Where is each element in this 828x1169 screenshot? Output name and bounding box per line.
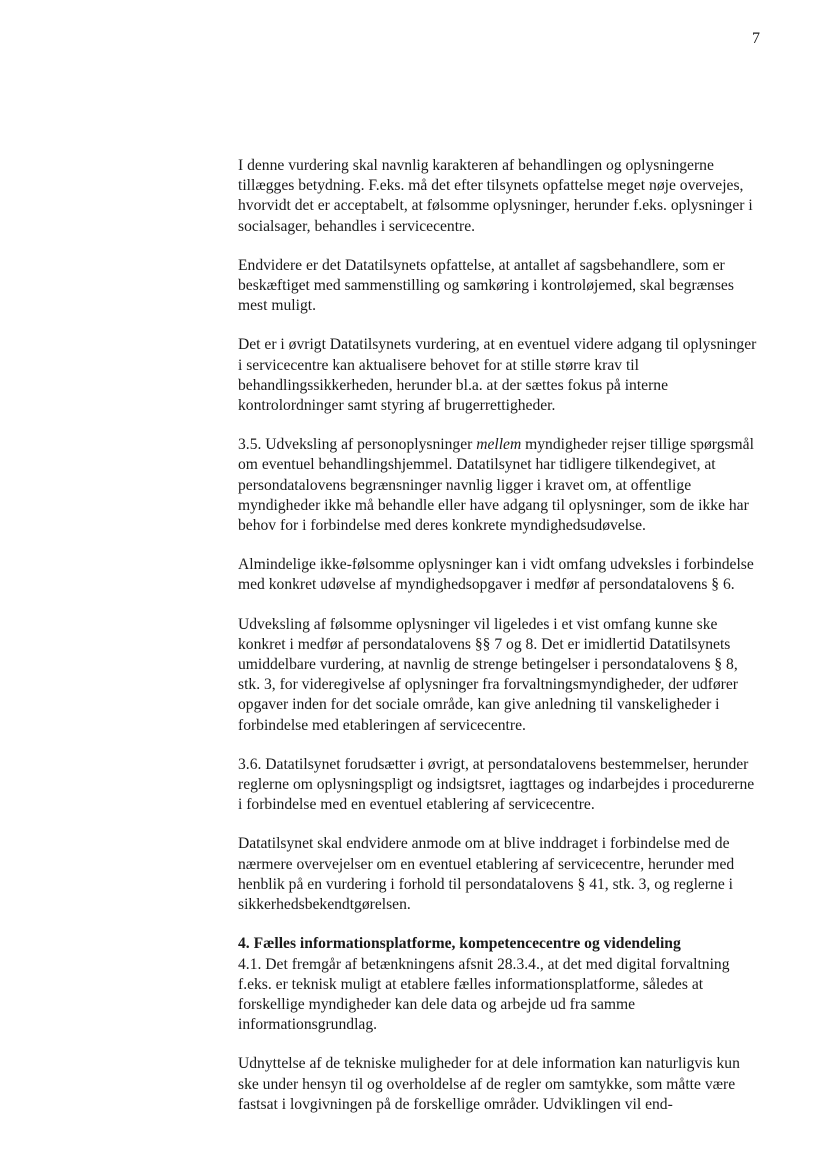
paragraph-sensitive: Udveksling af følsomme oplysninger vil ligeledes i et vist omfang kunne ske konkret i medfør af persondatalovens §§ 7 og 8. Det er imidlertid Datatilsynets umiddelbare vurdering, at navnlig de strenge betingelser i persondatalovens § 8, stk. 3, for videregivelse af oplysninger fra forvaltningsmyndigheder, der udfører opgaver inden for det sociale område, kan give anledning til vanskeligheder i forbindelse med etableringen af servicecentre. bbox=[238, 615, 738, 734]
section-4-heading: 4. Fælles informationsplatforme, kompetencecentre og videndeling bbox=[238, 935, 681, 953]
page-number: 7 bbox=[752, 30, 760, 47]
document-body bbox=[238, 156, 762, 1134]
paragraph-non-sensitive: Almindelige ikke-følsomme oplysninger kan i vidt omfang udveksles i forbindelse med konkret udøvelse af myndighedsopgaver i medfør af persondatalovens § 6. bbox=[238, 556, 754, 594]
section-3-5-before: 3.5. Udveksling af personoplysninger bbox=[238, 436, 477, 454]
paragraph-section-4 bbox=[238, 934, 762, 1035]
paragraph-section-3-5 bbox=[238, 435, 762, 536]
section-3-5-emphasis: mellem bbox=[476, 436, 522, 454]
paragraph-last: Udnyttelse af de tekniske muligheder for at dele information kan naturligvis kun ske under hensyn til og overholdelse af de regler om samtykke, som måtte være fastsat i lovgivningen på de forskellige områder. Udviklingen vil end- bbox=[238, 1055, 740, 1113]
paragraph-security: Det er i øvrigt Datatilsynets vurdering, at en eventuel videre adgang til oplysninger i servicecentre kan aktualisere behovet for at stille større krav til behandlingssikkerheden, herunder bl.a. at der sættes fokus på interne kontrolordninger samt styring af brugerrettigheder. bbox=[238, 336, 757, 415]
section-3-5-after: myndigheder rejser tillige spørgsmål om eventuel behandlingshjemmel. Datatilsynet har tidligere tilkendegivet, at persondatalovens begrænsninger navnlig ligger i kravet om, at offentlige myndigheder ikke må behandle eller have adgang til oplysninger, som de ikke har behov for i forbindelse med deres konkrete myndighedsudøvelse. bbox=[238, 436, 754, 535]
section-4-text: 4.1. Det fremgår af betænkningens afsnit 28.3.4., at det med digital forvaltning f.eks. er teknisk muligt at etablere fælles informationsplatforme, således at forskellige myndigheder kan dele data og arbejde ud fra samme informationsgrundlag. bbox=[238, 955, 730, 1034]
paragraph-caseworkers: Endvidere er det Datatilsynets opfattelse, at antallet af sagsbehandlere, som er beskæftiget med sammenstilling og samkøring i kontroløjemed, skal begrænses mest muligt. bbox=[238, 256, 734, 315]
paragraph-section-3-6: 3.6. Datatilsynet forudsætter i øvrigt, at persondatalovens bestemmelser, herunder reglerne om oplysningspligt og indsigtsret, iagttages og indarbejdes i procedurerne i forbindelse med en eventuel etablering af servicecentre. bbox=[238, 755, 755, 814]
paragraph-involvement: Datatilsynet skal endvidere anmode om at blive inddraget i forbindelse med de nærmere overvejelser om en eventuel etablering af servicecentre, herunder med henblik på en vurdering i forhold til persondatalovens § 41, stk. 3, og reglerne i sikkerhedsbekendtgørelsen. bbox=[238, 835, 735, 914]
paragraph-evaluation-criteria: I denne vurdering skal navnlig karakteren af behandlingen og oplysningerne tillægges betydning. F.eks. må det efter tilsynets opfattelse meget nøje overvejes, hvorvidt det er acceptabelt, at følsomme oplysninger, herunder f.eks. oplysninger i socialsager, behandles i servicecentre. bbox=[238, 157, 753, 235]
